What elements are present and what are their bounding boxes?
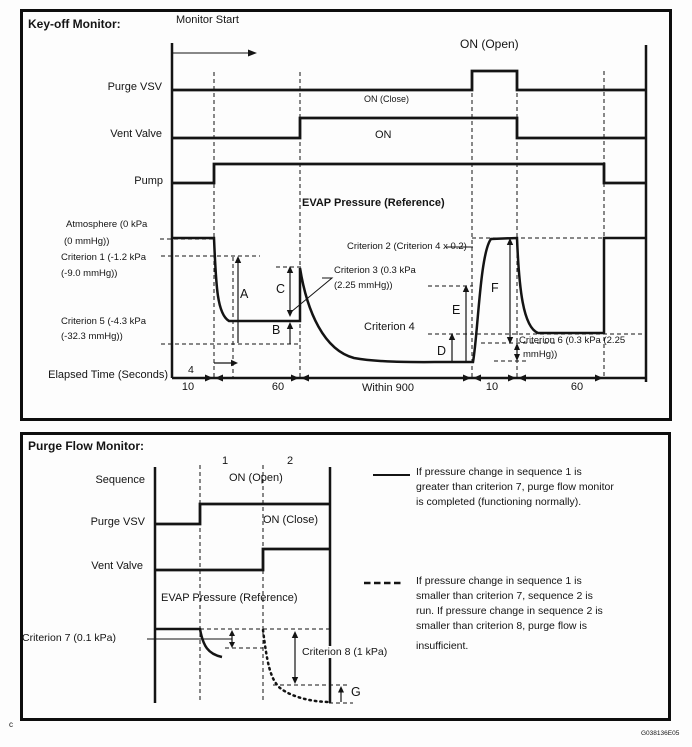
criterion3-label-line2: (2.25 mmHg))	[334, 280, 393, 291]
monitor-start-label: Monitor Start	[176, 14, 239, 26]
legend-swatches	[364, 475, 410, 583]
monitor-start-arrow-icon	[248, 50, 257, 57]
sequence1-pressure-curve-solid	[155, 629, 222, 657]
criterion1-label-line1: Criterion 1 (-1.2 kPa	[61, 252, 147, 263]
atmosphere-label-line1: Atmosphere (0 kPa	[66, 219, 148, 230]
arrow-b-head-icon	[287, 322, 293, 329]
purgeflow-vent-valve-waveform	[155, 549, 330, 570]
legend-dashed-text-line3: run. If pressure change in sequence 2 is	[416, 605, 603, 617]
legend-dashed-text-line1: If pressure change in sequence 1 is	[416, 575, 582, 587]
pump-waveform	[172, 164, 646, 183]
criterion6-arrow-down-icon	[514, 354, 520, 361]
legend-solid-text-line3: is completed (functioning normally).	[416, 496, 582, 508]
elapsed-time-label: Elapsed Time (Seconds)	[48, 369, 168, 381]
criterion2-label: Criterion 2 (Criterion 4 x 0.2)	[347, 241, 467, 252]
sequence-label: Sequence	[95, 474, 145, 486]
evap-pressure-title: EVAP Pressure (Reference)	[302, 197, 445, 209]
purgeflow-evap-pressure-title: EVAP Pressure (Reference)	[161, 592, 298, 604]
marker-e: E	[452, 303, 461, 317]
vent-valve-label: Vent Valve	[110, 128, 162, 140]
time-offset-4-label: 4	[188, 364, 194, 376]
legend-dashed-text-line4: smaller than criterion 8, purge flow is	[416, 620, 587, 632]
time-segment-10a: 10	[181, 381, 195, 393]
arrow-g-head-icon	[338, 686, 344, 693]
marker-g: G	[351, 685, 361, 699]
offset4-arrow-head-icon	[231, 360, 238, 366]
time-segment-60b: 60	[570, 381, 584, 393]
figure-code: G038136E05	[641, 730, 680, 737]
time-segment-within900: Within 900	[362, 382, 414, 394]
criterion1-label-line2: (-9.0 mmHg))	[61, 268, 118, 279]
vent-valve-waveform	[172, 118, 646, 138]
criterion7-arrow-down-icon	[229, 642, 235, 648]
criterion8-arrow-up-icon	[292, 631, 298, 638]
pump-label: Pump	[134, 175, 163, 187]
time-segment-10b: 10	[485, 381, 499, 393]
time-segment-60a: 60	[271, 381, 285, 393]
keyoff-title: Key-off Monitor:	[28, 17, 121, 31]
keyoff-waveforms	[172, 71, 646, 362]
marker-a: A	[240, 287, 249, 301]
criterion4-label: Criterion 4	[364, 321, 415, 333]
marker-b: B	[272, 323, 281, 337]
criterion7-label: Criterion 7 (0.1 kPa)	[22, 632, 116, 644]
legend-dashed-text-line2: smaller than criterion 7, sequence 2 is	[416, 590, 593, 602]
purgeflow-measure-arrows	[147, 630, 344, 702]
arrow-a-head-icon	[235, 256, 241, 263]
purgeflow-title: Purge Flow Monitor:	[28, 439, 144, 453]
footnote-mark: c	[9, 720, 13, 729]
purge-vsv-label: Purge VSV	[107, 81, 162, 93]
criterion3-callout-line	[291, 278, 332, 312]
on-label: ON	[375, 129, 392, 141]
sequence-1-label: 1	[222, 455, 229, 467]
purge-vsv-waveform	[172, 71, 646, 90]
atmosphere-label-line2: (0 mmHg))	[64, 236, 110, 247]
legend-solid-text-line2: greater than criterion 7, purge flow monitor	[416, 481, 614, 493]
sequence2-pressure-curve-dotted	[263, 630, 330, 702]
on-open-label: ON (Open)	[460, 37, 519, 51]
marker-c: C	[276, 282, 286, 296]
criterion8-label: Criterion 8 (1 kPa)	[302, 646, 388, 658]
marker-f: F	[491, 281, 499, 295]
purgeflow-on-close-label: ON (Close)	[263, 514, 319, 526]
purgeflow-on-open-label: ON (Open)	[229, 472, 283, 484]
on-close-label: ON (Close)	[364, 94, 410, 104]
legend-dashed-text-line5: insufficient.	[416, 640, 469, 652]
legend-solid-text-line1: If pressure change in sequence 1 is	[416, 466, 582, 478]
purgeflow-purge-vsv-label: Purge VSV	[90, 516, 145, 528]
sequence-2-label: 2	[287, 455, 294, 467]
purgeflow-vent-valve-label: Vent Valve	[91, 560, 143, 572]
criterion7-arrow-up-icon	[229, 630, 235, 636]
marker-d: D	[437, 344, 447, 358]
criterion3-label-line1: Criterion 3 (0.3 kPa	[334, 265, 416, 276]
criterion5-label-line1: Criterion 5 (-4.3 kPa	[61, 316, 147, 327]
criterion6-label-line1: Criterion 6 (0.3 kPa (2.25	[519, 335, 626, 346]
criterion8-arrow-down-icon	[292, 677, 298, 684]
criterion6-label-line2: mmHg))	[523, 349, 558, 360]
criterion5-label-line2: (-32.3 mmHg))	[61, 331, 123, 342]
purgeflow-axes	[155, 465, 353, 703]
